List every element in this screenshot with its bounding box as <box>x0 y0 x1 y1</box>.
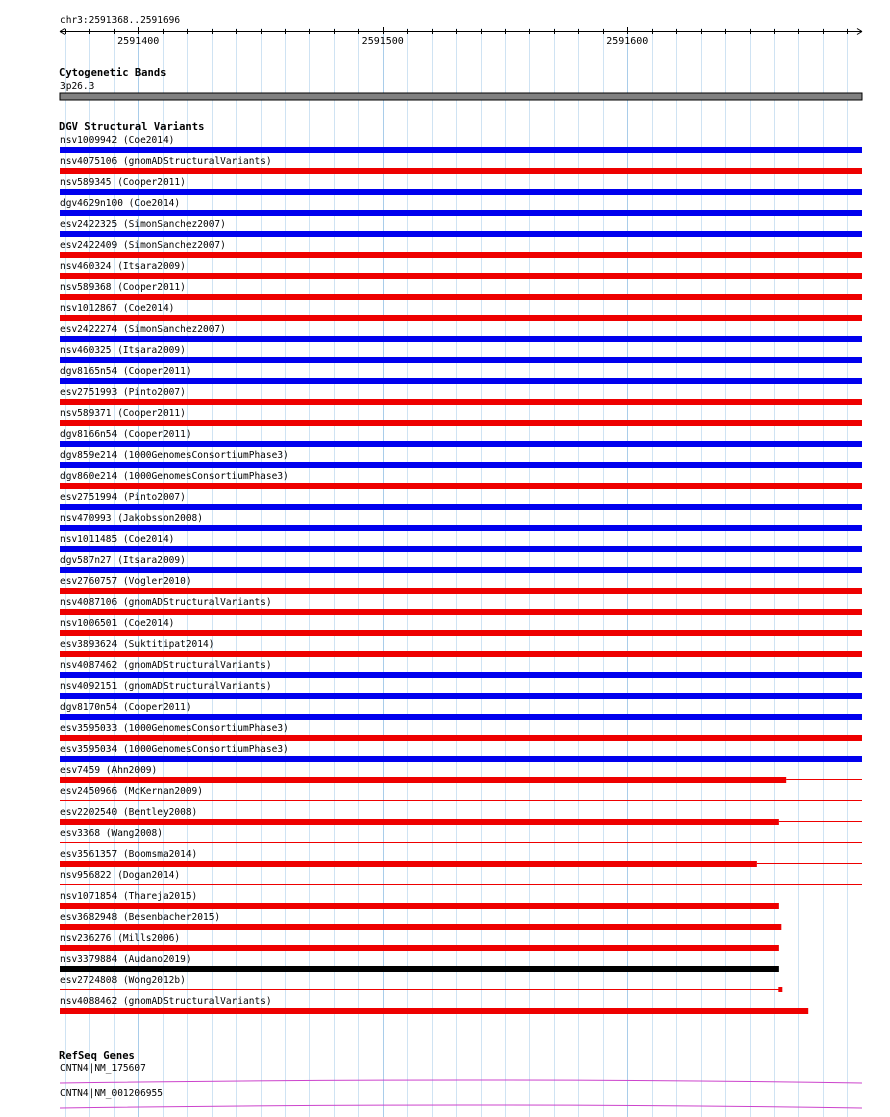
feature-bar <box>60 588 862 594</box>
feature-bar <box>60 945 779 951</box>
feature-bar <box>60 861 757 867</box>
feature-label[interactable]: esv2760757 (Vogler2010) <box>60 576 192 587</box>
feature-label[interactable]: nsv4092151 (gnomADStructuralVariants) <box>60 681 272 692</box>
feature-label[interactable]: nsv4087106 (gnomADStructuralVariants) <box>60 597 272 608</box>
feature-bar <box>60 609 862 615</box>
feature-label[interactable]: esv2724808 (Wong2012b) <box>60 975 186 986</box>
feature-bar <box>60 777 786 783</box>
feature-bar <box>60 884 862 885</box>
feature-bar <box>60 210 862 216</box>
ruler-tick-label: 2591600 <box>606 36 649 47</box>
feature-label[interactable]: nsv470993 (Jakobsson2008) <box>60 513 203 524</box>
refseq-track-title: RefSeq Genes <box>59 1050 135 1062</box>
feature-bar <box>60 252 862 258</box>
feature-bar <box>60 168 862 174</box>
feature-label[interactable]: esv3682948 (Besenbacher2015) <box>60 912 221 923</box>
feature-label[interactable]: nsv4088462 (gnomADStructuralVariants) <box>60 996 272 1007</box>
feature-label[interactable]: nsv1006501 (Coe2014) <box>60 618 175 629</box>
feature-bar <box>60 420 862 426</box>
feature-bar-tail <box>757 863 862 864</box>
feature-label[interactable]: esv2751993 (Pinto2007) <box>60 387 186 398</box>
feature-label[interactable]: nsv1071854 (Thareja2015) <box>60 891 198 902</box>
feature-label[interactable]: dgv8165n54 (Cooper2011) <box>60 366 192 377</box>
feature-label[interactable]: esv2422325 (SimonSanchez2007) <box>60 219 226 230</box>
refseq-genes-track <box>60 1080 862 1108</box>
feature-bar <box>60 735 862 741</box>
feature-label[interactable]: nsv589368 (Cooper2011) <box>60 282 186 293</box>
feature-bar <box>60 567 862 573</box>
feature-label[interactable]: dgv860e214 (1000GenomesConsortiumPhase3) <box>60 471 289 482</box>
feature-label[interactable]: nsv956822 (Dogan2014) <box>60 870 181 881</box>
gene-line <box>60 1105 862 1108</box>
feature-label[interactable]: nsv236276 (Mills2006) <box>60 933 181 944</box>
feature-bar <box>60 966 779 972</box>
cytogenetic-bands-track <box>60 93 862 100</box>
feature-bar <box>60 294 862 300</box>
feature-bar <box>60 651 862 657</box>
feature-bar <box>60 441 862 447</box>
feature-bar <box>60 189 862 195</box>
feature-label[interactable]: nsv1012867 (Coe2014) <box>60 303 175 314</box>
feature-label[interactable]: esv2422409 (SimonSanchez2007) <box>60 240 226 251</box>
feature-block <box>778 987 782 992</box>
feature-bar <box>60 336 862 342</box>
feature-bar <box>60 525 862 531</box>
feature-bar <box>60 399 862 405</box>
feature-bar <box>60 924 781 930</box>
feature-label[interactable]: esv2450966 (McKernan2009) <box>60 786 203 797</box>
feature-label[interactable]: nsv589345 (Cooper2011) <box>60 177 186 188</box>
feature-label[interactable]: nsv4075106 (gnomADStructuralVariants) <box>60 156 272 167</box>
feature-bar <box>60 231 862 237</box>
ruler-tick-label: 2591400 <box>117 36 160 47</box>
feature-bar <box>60 462 862 468</box>
feature-label[interactable]: esv3595033 (1000GenomesConsortiumPhase3) <box>60 723 289 734</box>
feature-bar <box>60 546 862 552</box>
feature-bar <box>60 504 862 510</box>
feature-label[interactable]: nsv1011485 (Coe2014) <box>60 534 175 545</box>
feature-label[interactable]: nsv460324 (Itsara2009) <box>60 261 186 272</box>
feature-bar-tail <box>786 779 862 780</box>
cytogenetic-bands-title: Cytogenetic Bands <box>59 67 167 79</box>
feature-bar <box>60 693 862 699</box>
feature-bar <box>60 672 862 678</box>
feature-label[interactable]: nsv4087462 (gnomADStructuralVariants) <box>60 660 272 671</box>
ruler-range-label: chr3:2591368..2591696 <box>60 15 181 26</box>
feature-label[interactable]: esv3561357 (Boomsma2014) <box>60 849 198 860</box>
feature-bar <box>60 315 862 321</box>
feature-bar <box>60 357 862 363</box>
feature-label[interactable]: nsv1009942 (Coe2014) <box>60 135 175 146</box>
feature-label[interactable]: dgv587n27 (Itsara2009) <box>60 555 186 566</box>
feature-bar-tail <box>779 821 862 822</box>
feature-label[interactable]: esv3893624 (Suktitipat2014) <box>60 639 215 650</box>
feature-bar <box>60 378 862 384</box>
feature-bar <box>60 147 862 153</box>
feature-label[interactable]: esv7459 (Ahn2009) <box>60 765 158 776</box>
ruler <box>60 27 862 47</box>
cytoband-label: 3p26.3 <box>60 81 95 92</box>
feature-bar <box>60 989 781 990</box>
feature-bar <box>60 842 862 843</box>
feature-label[interactable]: nsv589371 (Cooper2011) <box>60 408 186 419</box>
feature-bar <box>60 756 862 762</box>
feature-bar <box>60 800 862 801</box>
dgv-track-title: DGV Structural Variants <box>59 121 205 133</box>
cytoband-bar <box>60 93 862 100</box>
ruler-tick-label: 2591500 <box>361 36 404 47</box>
gene-label[interactable]: CNTN4|NM_175607 <box>60 1063 146 1074</box>
feature-bar <box>60 903 779 909</box>
feature-bar <box>60 483 862 489</box>
feature-bar <box>60 1008 808 1014</box>
gene-label[interactable]: CNTN4|NM_001206955 <box>60 1088 163 1099</box>
feature-bar <box>60 630 862 636</box>
feature-bar <box>60 714 862 720</box>
feature-label[interactable]: dgv8166n54 (Cooper2011) <box>60 429 192 440</box>
feature-label[interactable]: esv2202540 (Bentley2008) <box>60 807 198 818</box>
feature-bar <box>60 273 862 279</box>
feature-label[interactable]: dgv8170n54 (Cooper2011) <box>60 702 192 713</box>
feature-bar <box>60 819 779 825</box>
feature-label[interactable]: dgv859e214 (1000GenomesConsortiumPhase3) <box>60 450 289 461</box>
feature-label[interactable]: esv3595034 (1000GenomesConsortiumPhase3) <box>60 744 289 755</box>
feature-label[interactable]: esv2751994 (Pinto2007) <box>60 492 186 503</box>
feature-label[interactable]: nsv3379884 (Audano2019) <box>60 954 192 965</box>
feature-label[interactable]: dgv4629n100 (Coe2014) <box>60 198 181 209</box>
feature-label[interactable]: nsv460325 (Itsara2009) <box>60 345 186 356</box>
feature-label[interactable]: esv2422274 (SimonSanchez2007) <box>60 324 226 335</box>
feature-label[interactable]: esv3368 (Wang2008) <box>60 828 163 839</box>
gene-line <box>60 1080 862 1083</box>
